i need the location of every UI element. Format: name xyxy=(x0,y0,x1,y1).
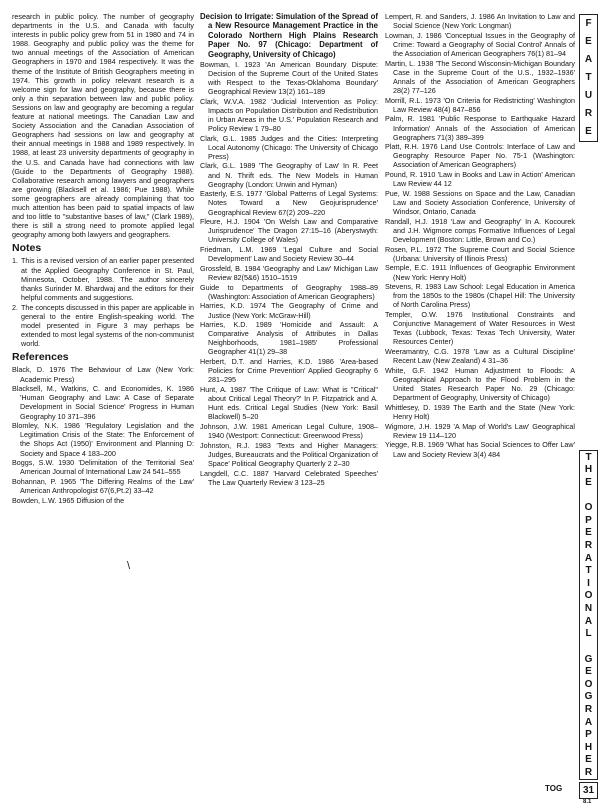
strip-letter xyxy=(587,491,590,500)
reference-entry: Whittlesey, D. 1939 The Earth and the State (New York: Henry Holt) xyxy=(385,402,575,421)
note-number: 1. xyxy=(12,256,18,266)
strip-letter: I xyxy=(587,577,590,589)
strip-letter: L xyxy=(585,628,592,640)
column-right xyxy=(385,12,575,459)
reference-entry: Yiegge, R.B. 1969 'What has Social Sciences to Offer Law' Law and Society Review 3(4) 484 xyxy=(385,440,575,459)
reference-entry: Lempert, R. and Sanders, J. 1986 An Invitation to Law and Social Science (New York: Longman) xyxy=(385,12,575,31)
reference-entry: Langdell, C.C. 1887 'Harvard Celebrated Speeches' The Law Quarterly Review 3 123–25 xyxy=(200,468,378,487)
strip-letter: E xyxy=(585,126,592,138)
reference-entry: Fleure, H.J. 1904 'On Welsh Law and Comparative Jurisprudence' The Dragon 27:15–16 (Aberystwyth: University College of Wales) xyxy=(200,217,378,245)
reference-entry: Morrill, R.L. 1973 'On Criteria for Redistricting' Washington Law Review 48(4) 847–856 xyxy=(385,95,575,114)
reference-entry: Bowman, I. 1923 'An American Boundary Dispute: Decision of the Supreme Court of the United States with Respect to the Texas-Oklahoma Boundary' Geographical Review 13(2) 161–189 xyxy=(200,59,378,96)
note-item xyxy=(12,256,194,301)
strip-letter: A xyxy=(584,716,593,728)
reference-list-left xyxy=(12,365,194,504)
reference-entry: Herbert, D.T. and Harries, K.D. 1986 'Area-based Policies for Crime Prevention' Applied Geography 6 281–295 xyxy=(200,357,378,385)
strip-letter: G xyxy=(584,691,593,703)
strip-letter: G xyxy=(584,653,593,665)
strip-letter: P xyxy=(585,514,592,526)
reference-entry: Johnston, R.J. 1983 'Texts and Higher Managers: Judges, Bureaucrats and the Political Organization of Space' Political Geography Quarterly 2 2–30 xyxy=(200,440,378,468)
journal-title-strip xyxy=(579,450,598,780)
strip-letter: T xyxy=(585,72,592,84)
reference-entry: Johnson, J.W. 1981 American Legal Culture, 1908–1940 (Westport: Connecticut: Greenwood Press) xyxy=(200,422,378,441)
strip-letter: E xyxy=(585,527,592,539)
reference-entry: Platt, R.H. 1976 Land Use Controls: Interface of Law and Geography Resource Paper No. 75-1 (Washington: Association of American Geographers) xyxy=(385,142,575,170)
column-middle xyxy=(200,12,378,487)
page-number: 31 xyxy=(579,782,598,799)
strip-letter: F xyxy=(585,18,592,30)
reference-entry: Harries, K.D. 1989 'Homicide and Assault: A Comparative Analysis of Attributes in Dallas Neighborhoods, 1981–1985' Professional Geographer 41(1) 29–38 xyxy=(200,320,378,357)
strip-letter: E xyxy=(585,476,592,488)
reference-entry: Pue, W. 1988 Sessions on Space and the Law, Canadian Law and Society Association Conference, University of Windsor, Ontario, Canada xyxy=(385,188,575,217)
strip-letter: A xyxy=(584,615,593,627)
reference-entry: Martin, L. 1938 'The Second Wisconsin-Michigan Boundary Case in the Supreme Court of the U.S., 1932–1936' Annals of the Association of American Geographers 28(2) 77–126 xyxy=(385,58,575,95)
strip-letter: U xyxy=(584,90,593,102)
reference-entry: Harries, K.D. 1974 The Geography of Crime and Justice (New York: McGraw-Hill) xyxy=(200,301,378,320)
reference-entry: Hunt, A. 1987 'The Critique of Law: What is "Critical" about Critical Legal Theory?' In P. Fitzpatrick and A. Hunt eds. Critical Legal Studies (New York: Basil Blackwell) 5–20 xyxy=(200,385,378,422)
section-strip-feature xyxy=(579,14,598,142)
strip-letter: A xyxy=(584,552,593,564)
reference-entry: Palm, R. 1981 'Public Response to Earthquake Hazard Information' Annals of the Association of American Geographers 71(3) 389–399 xyxy=(385,114,575,142)
strip-letter: O xyxy=(584,590,593,602)
reference-entry: Blacksell, M., Watkins, C. and Economides, K. 1986 'Human Geography and Law: A Case of Separate Development in Social Science' Progress in Human Geography 10 371–396 xyxy=(12,384,194,421)
reference-entry: White, G.F. 1942 Human Adjustment to Floods: A Geographical Approach to the Flood Problem in the United States Research Paper No. 29 (Chicago: Department of Geography, University of Chicago) xyxy=(385,365,575,403)
reference-entry: Bowden, L.W. 1965 Diffusion of the xyxy=(12,495,125,505)
strip-letter: A xyxy=(584,54,593,66)
strip-letter: H xyxy=(584,464,593,476)
reference-entry: Stevens, R. 1983 Law School: Legal Education in America from the 1850s to the 1980s (Chapel Hill: The University of North Carolina Press) xyxy=(385,282,575,310)
note-text: This is a revised version of an earlier paper presented at the Applied Geography Conference in St. Paul, Minnesota, October, 1988. The author sincerely thanks Surinder M. Bhardwaj and the editors for their helpful comments and suggestions. xyxy=(21,256,194,302)
reference-entry: Rosen, P.L. 1972 The Supreme Court and Social Science (Urbana: University of Illinois Press) xyxy=(385,244,575,263)
strip-letter: R xyxy=(584,108,593,120)
reference-entry: Semple, E.C. 1911 Influences of Geographic Environment (New York: Henry Holt) xyxy=(385,263,575,282)
note-item xyxy=(12,303,194,348)
journal-abbrev: TOG xyxy=(545,784,563,793)
strip-letter: T xyxy=(585,565,592,577)
references-heading: References xyxy=(12,351,69,364)
reference-entry: Clark, G.L. 1989 'The Geography of Law' In R. Peet and N. Thrift eds. The New Models in Human Geography (London: Unwin and Hyman) xyxy=(200,161,378,189)
reference-entry: Grossfeld, B. 1984 'Geography and Law' Michigan Law Review 82(5&6) 1510–1519 xyxy=(200,263,378,282)
strip-letter: R xyxy=(584,703,593,715)
volume-tag: 8.1 xyxy=(583,799,592,805)
reference-entry: Boggs, S.W. 1930 'Delimitation of the Territorial Sea' American Journal of International Law 24 541–555 xyxy=(12,458,194,477)
reference-entry: Guide to Departments of Geography 1988–89 (Washington: Association of American Geographers) xyxy=(200,282,378,301)
reference-continuation: Decision to Irrigate: Simulation of the Spread of a New Resource Management Practice in the Colorado Northern High Plains Research Paper No. 97 (Chicago: Department of Geography, University of Chicago) xyxy=(200,12,378,59)
strip-letter: O xyxy=(584,502,593,514)
note-text: The concepts discussed in this paper are applicable in general to the entire English-speaking world. The model presented in Figure 3 may perhaps be extended to most legal systems of the non-communist world. xyxy=(21,302,194,349)
reference-entry: Weeramantry, C.G. 1978 'Law as a Cultural Discipline' Recent Law (New Zealand) 4 31–36 xyxy=(385,347,575,366)
reference-entry: Black, D. 1976 The Behaviour of Law (New York: Academic Press) xyxy=(12,365,194,384)
reference-entry: Templer, O.W. 1976 Institutional Constraints and Conjunctive Management of Water Resources in West Texas (Lubbock, Texas: Texas Tech University, Water Resources Center) xyxy=(385,310,575,347)
reference-entry: Clark, W.V.A. 1982 'Judicial Intervention as Policy: Impacts on Population Distribution and Redistribution in Urban Areas in the U.S.' Population Research and Policy Review 1 79–80 xyxy=(200,96,378,133)
strip-letter: T xyxy=(585,451,592,463)
strip-letter xyxy=(587,642,590,651)
strip-letter: E xyxy=(585,36,592,48)
intro-paragraph: research in public policy. The number of geography departments in the U.S. and Canada with faculty interests in public policy grew from 51 in 1980 and 74 in 1988. Geography and public policy was the theme for two annual meetings of the Association of American Geographers in 1970 and 1984 respectively. It was the theme of the Institute of British Geographers meeting in 1974. This growth in policy relevant research is a welcome sign for law and geography, because there is only a thin separation between law and public policy. Sessions on law and geography are becoming a regular feature at national meetings. The Canadian Law and Society Association and the Canadian Association of Geographers had sessions on law and geography at their annual meetings in 1988 and 1989 respectively. In 1988, at least 23 university departments of geography in the U.S. and Canada have had connections with law (Guide to the Departments of Geography 1988). Collaborative research among lawyers and geographers are growing (Blacksell et al. 1986; Pue 1988). While some geographers are already complaining that too much attention has been paid to spatial impacts of law and too little to "substantive bases of law," (Clark 1989), there is still a strong need to promote applied legal geography among both lawyers and geographers. xyxy=(12,12,194,240)
column-left xyxy=(12,12,194,505)
reference-entry: Lowman, J. 1986 'Conceptual Issues in the Geography of Crime: Toward a Geography of Social Control' Annals of the Association of American Geographers 76(1) 81–94 xyxy=(385,30,575,58)
reference-entry: Pound, R. 1910 'Law in Books and Law in Action' American Law Review 44 12 xyxy=(385,170,575,189)
reference-entry: Clark, G.L. 1985 Judges and the Cities: Interpreting Local Autonomy (Chicago: The University of Chicago Press) xyxy=(200,133,378,161)
reference-entry: Friedman, L.M. 1969 'Legal Culture and Social Development' Law and Society Review 30–44 xyxy=(200,245,378,264)
strip-letter: N xyxy=(584,603,593,615)
strip-letter: P xyxy=(585,729,592,741)
strip-letter: E xyxy=(585,666,592,678)
reference-entry: Easterly, E.S. 1977 'Global Patterns of Legal Systems: Notes Toward a New Geojurisprudence' Geographical Review 67(2) 209–220 xyxy=(200,189,378,217)
stray-mark: \ xyxy=(127,560,131,572)
notes-heading: Notes xyxy=(12,242,42,255)
reference-entry: Randall, H.J. 1918 'Law and Geography' In A. Kocourek and J.H. Wigmore comps Formative Influences of Legal Development (Boston: Little, Brown and Co.) xyxy=(385,216,575,244)
strip-letter: R xyxy=(584,540,593,552)
strip-letter: E xyxy=(585,754,592,766)
reference-entry: Bohannan, P. 1965 'The Differing Realms of the Law' American Anthropologist 67(6,Pt.2) 33–42 xyxy=(12,476,194,496)
strip-letter: H xyxy=(584,741,593,753)
reference-entry: Blomley, N.K. 1986 'Regulatory Legislation and the Legitimation Crisis of the State: The Enforcement of the Shops Act (1950)' Environment and Planning D: Society and Space 4 183–200 xyxy=(12,421,194,458)
strip-letter: O xyxy=(584,678,593,690)
reference-entry: Wigmore, J.H. 1929 'A Map of World's Law' Geographical Review 19 114–120 xyxy=(385,421,575,440)
strip-letter: R xyxy=(584,766,593,778)
note-number: 2. xyxy=(12,302,18,312)
